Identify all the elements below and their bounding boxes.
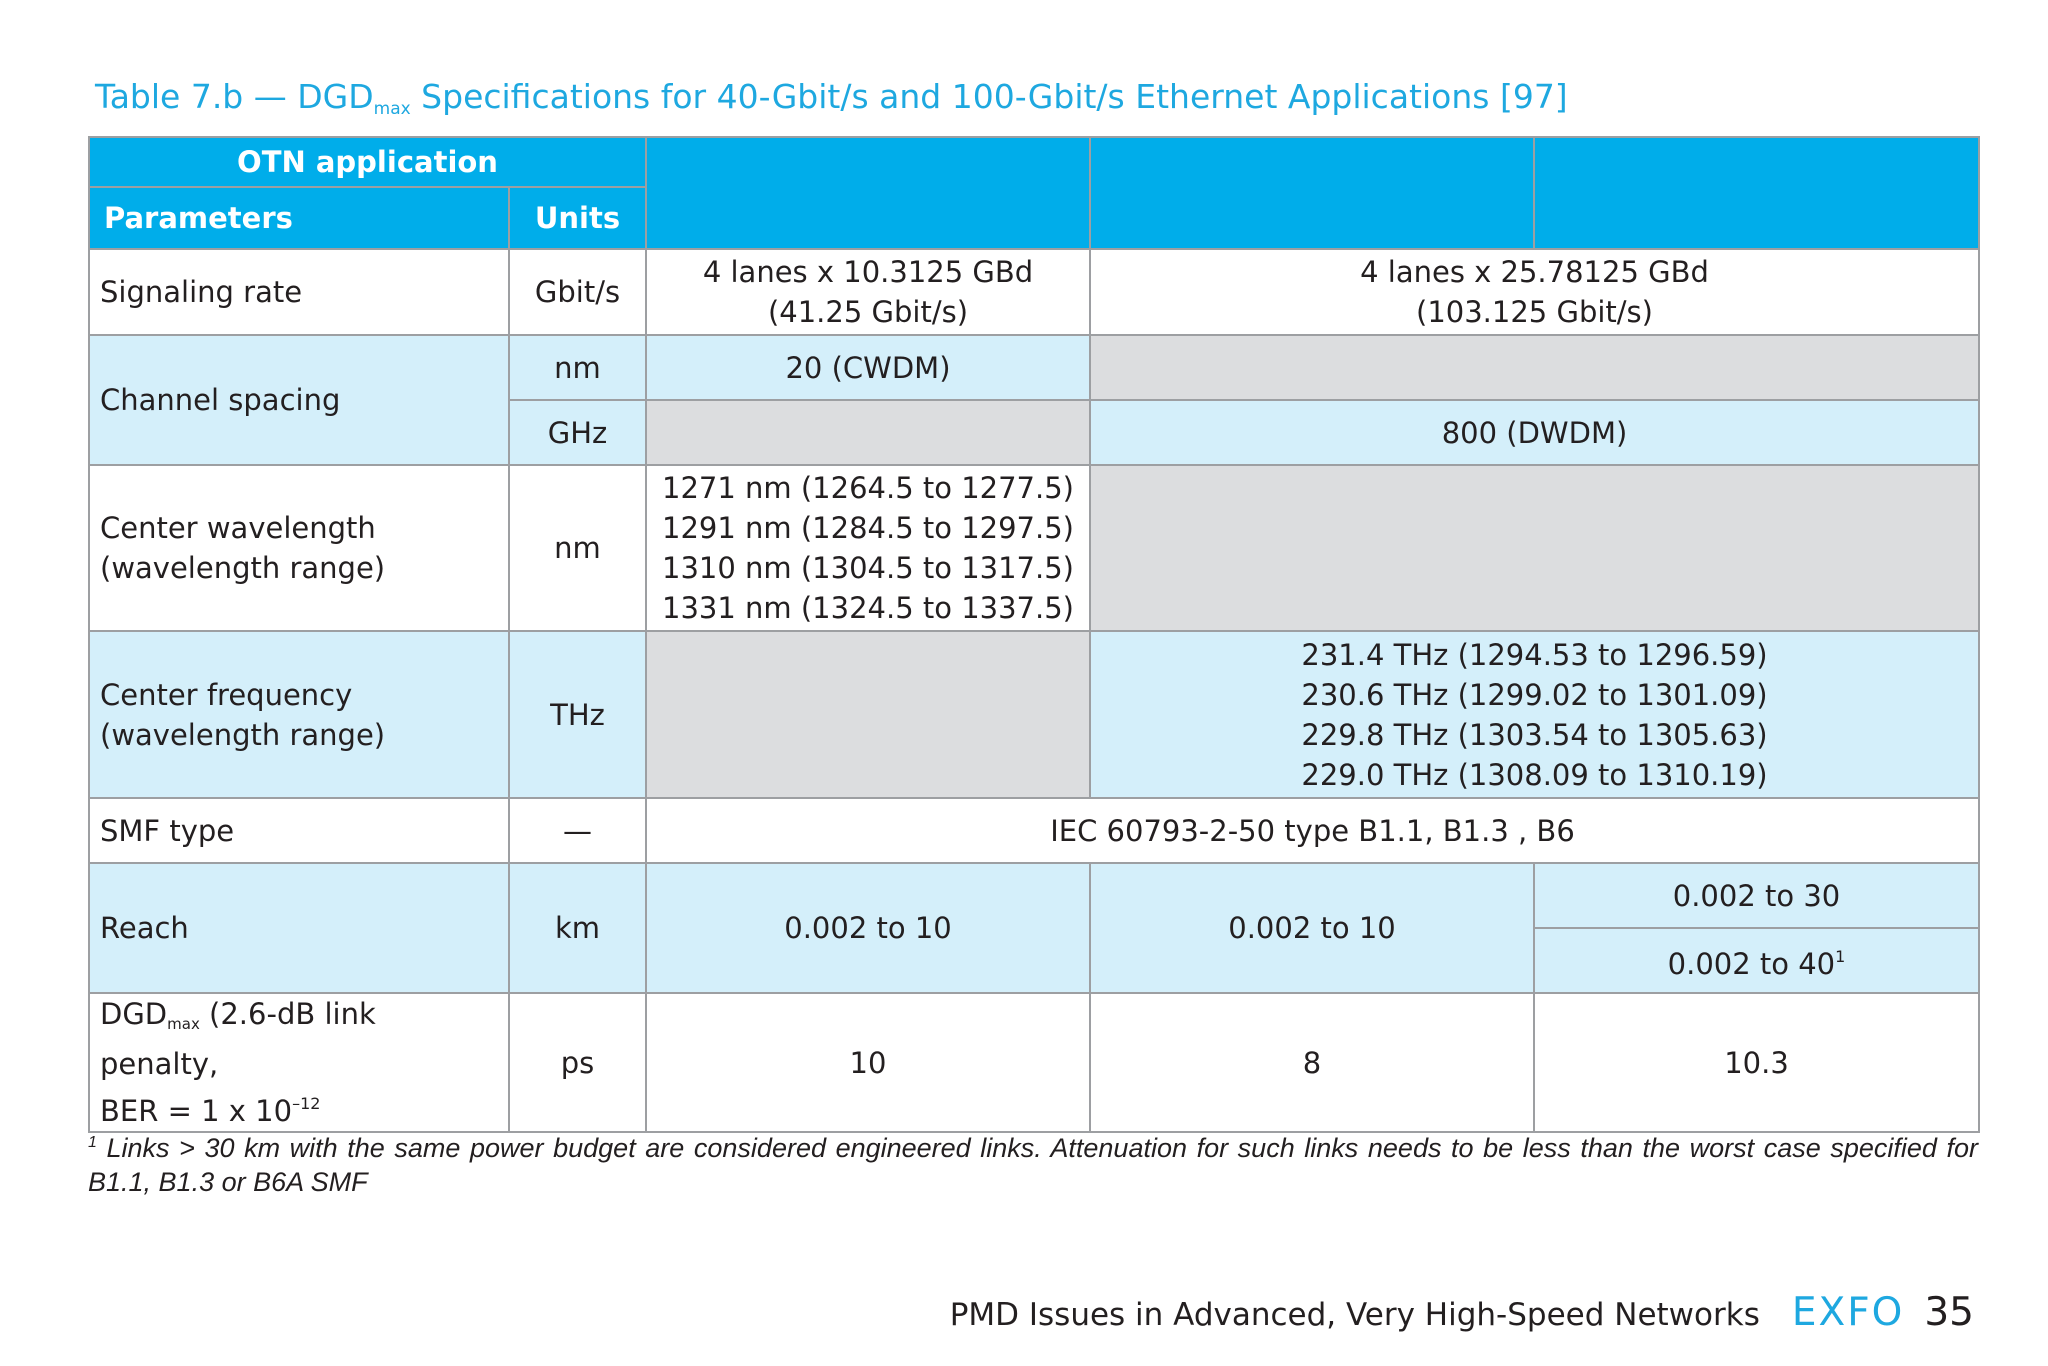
header-otn-application: OTN application [89,137,646,187]
row-center-frequency [89,631,1979,798]
unit-smf-type: — [509,798,646,863]
page-number: 35 [1924,1290,1974,1335]
page-footer [950,1290,1974,1335]
param-smf-type: SMF type [89,798,509,863]
param-signaling-rate: Signaling rate [89,249,509,335]
center-frequency-values: 231.4 THz (1294.53 to 1296.59) 230.6 THz (1299.02 to 1301.09) 229.8 THz (1303.54 to 1305.63) 229.0 THz (1308.09 to 1310.19) [1090,631,1979,798]
channel-spacing-na-40g [646,400,1090,465]
signaling-rate-100g: 4 lanes x 25.78125 GBd (103.125 Gbit/s) [1090,249,1979,335]
dgd-spec-table [88,136,1980,1133]
unit-signaling-rate: Gbit/s [509,249,646,335]
dgd-col-3: 10 [646,993,1090,1132]
signaling-rate-40g: 4 lanes x 10.3125 GBd (41.25 Gbit/s) [646,249,1090,335]
center-wavelength-na-100g [1090,465,1979,631]
row-center-wavelength [89,465,1979,631]
reach-col-5-a: 0.002 to 30 [1534,863,1979,928]
unit-dgd-max: ps [509,993,646,1132]
header-col-5 [1534,137,1979,249]
row-dgd-max [89,993,1979,1132]
header-col-4 [1090,137,1534,249]
param-center-wavelength: Center wavelength (wavelength range) [89,465,509,631]
center-wavelength-values: 1271 nm (1264.5 to 1277.5) 1291 nm (1284.5 to 1297.5) 1310 nm (1304.5 to 1317.5) 1331 nm (1324.5 to 1337.5) [646,465,1090,631]
footnote: $^1$ Links > 30 km with the same power budget are considered engineered links. Attenuation for such links needs to be less than the worst case specified for B1.1, B1.3 or B6A SMF [88,1133,1978,1197]
param-reach: Reach [89,863,509,993]
center-frequency-na-40g [646,631,1090,798]
footer-document-title: PMD Issues in Advanced, Very High-Speed Networks [949,1297,1760,1333]
reach-col-3: 0.002 to 10 [646,863,1090,993]
channel-spacing-cwdm: 20 (CWDM) [646,335,1090,400]
unit-center-frequency: THz [509,631,646,798]
exfo-logo: EXFO [1791,1290,1905,1335]
row-smf-type [89,798,1979,863]
unit-channel-spacing-ghz: GHz [509,400,646,465]
channel-spacing-dwdm: 800 (DWDM) [1090,400,1979,465]
smf-type-value: IEC 60793-2-50 type B1.1, B1.3 , B6 [646,798,1979,863]
param-dgd-max: $DGD_{max}$ (2.6-dB link penalty, BER = 1 x $10^{-12}$ [89,993,509,1132]
param-center-frequency: Center frequency (wavelength range) [89,631,509,798]
row-channel-spacing-nm [89,335,1979,400]
unit-center-wavelength: nm [509,465,646,631]
header-parameters: Parameters [89,187,509,249]
header-row-group [89,137,1979,187]
row-reach-a [89,863,1979,928]
table-title: Table 7.b — $DGD_{max}$ Specifications for 40-Gbit/s and 100-Gbit/s Ethernet Applications [97] [95,77,1568,119]
reach-col-5-b: 0.002 to $40^1$ [1534,928,1979,993]
param-channel-spacing: Channel spacing [89,335,509,465]
header-units: Units [509,187,646,249]
header-col-3 [646,137,1090,249]
dgd-col-5: 10.3 [1534,993,1979,1132]
unit-channel-spacing-nm: nm [509,335,646,400]
unit-reach: km [509,863,646,993]
channel-spacing-na-100g [1090,335,1979,400]
row-signaling-rate [89,249,1979,335]
dgd-col-4: 8 [1090,993,1534,1132]
reach-col-4: 0.002 to 10 [1090,863,1534,993]
